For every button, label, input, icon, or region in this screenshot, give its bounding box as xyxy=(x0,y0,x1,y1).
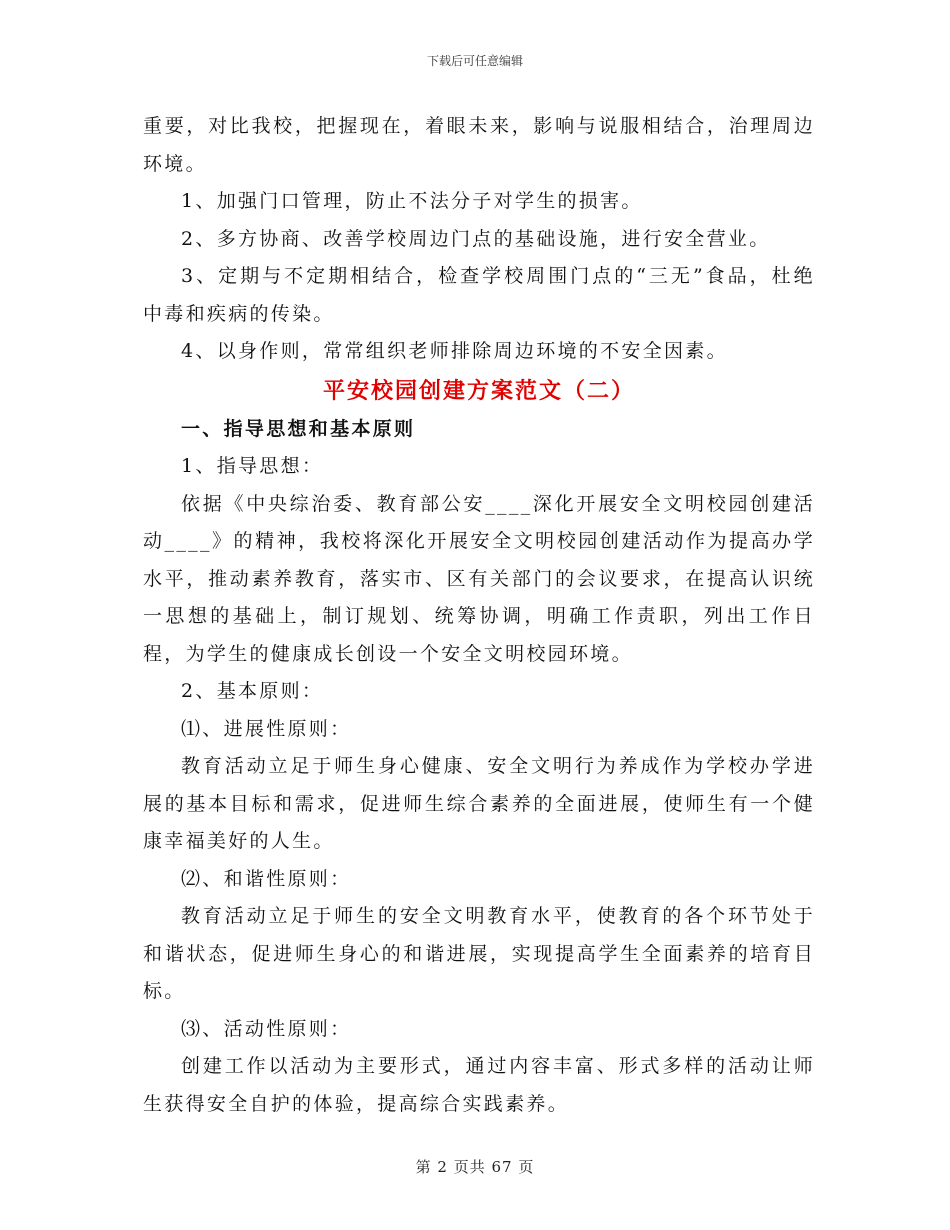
page-footer: 第 2 页共 67 页 xyxy=(415,1158,535,1176)
list-item: 2、多方协商、改善学校周边门点的基础设施，进行安全营业。 xyxy=(181,227,771,250)
subheading: ⑴、进展性原则： xyxy=(181,717,352,740)
subheading: 1、指导思想： xyxy=(181,455,324,477)
list-item: 3、定期与不定期相结合，检查学校周围门点的“三无”食品，杜绝中毒和疾病的传染。 xyxy=(143,265,815,325)
paragraph: 教育活动立足于师生的安全文明教育水平，使教育的各个环节处于和谐状态，促进师生身心的和谐进展，实现提高学生全面素养的培育目标。 xyxy=(143,905,815,1002)
subheading: 2、基本原则： xyxy=(181,680,324,702)
paragraph: 重要，对比我校，把握现在，着眼未来，影响与说服相结合，治理周边环境。 xyxy=(143,115,815,175)
paragraph: 创建工作以活动为主要形式，通过内容丰富、形式多样的活动让师生获得安全自护的体验，提高综合实践素养。 xyxy=(143,1055,815,1115)
heading: 一、指导思想和基本原则 xyxy=(181,417,416,440)
list-item: 1、加强门口管理，防止不法分子对学生的损害。 xyxy=(181,190,643,212)
document-body xyxy=(143,108,815,1123)
paragraph: 教育活动立足于师生身心健康、安全文明行为养成作为学校办学进展的基本目标和需求，促进师生综合素养的全面进展，使师生有一个健康幸福美好的人生。 xyxy=(143,755,815,852)
subheading: ⑵、和谐性原则： xyxy=(181,867,352,890)
list-item: 4、以身作则，常常组织老师排除周边环境的不安全因素。 xyxy=(181,340,728,362)
subheading: ⑶、活动性原则： xyxy=(181,1017,352,1040)
section-title: 平安校园创建方案范文（二） xyxy=(322,377,635,404)
page-header: 下载后可任意编辑 xyxy=(426,54,523,68)
paragraph: 依据《中央综治委、教育部公安____深化开展安全文明校园创建活动____》的精神，我校将深化开展安全文明校园创建活动作为提高办学水平，推动素养教育，落实市、区有关部门的会议要求，在提高认识统一思想的基础上，制订规划、统筹协调，明确工作责职，列出工作日程，为学生的健康成长创设一个安全文明校园环境。 xyxy=(143,492,815,665)
